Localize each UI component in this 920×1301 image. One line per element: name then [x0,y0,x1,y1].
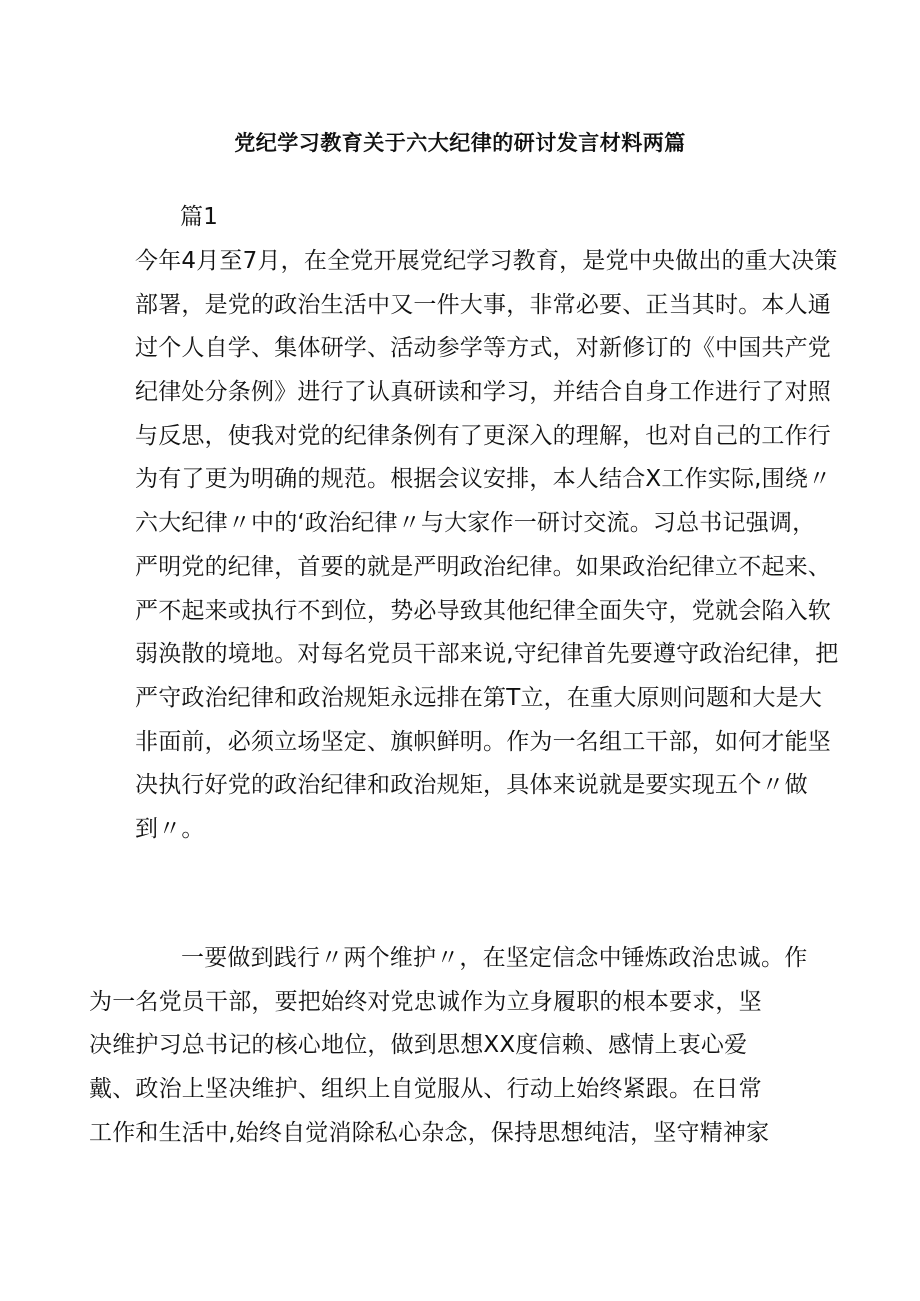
paragraph-line: 严明党的纪律，首要的就是严明政治纪律。如果政治纪律立不起来、 [135,553,831,580]
paragraph-line: 为有了更为明确的规范。根据会议安排，本人结合X工作实际,围绕〃 [135,466,832,493]
paragraph-line: 弱涣散的境地。对每名党员干部来说,守纪律首先要遵守政治纪律，把 [135,641,839,668]
paragraph-line: 到〃。 [135,815,205,842]
paragraph-line: 与反思，使我对党的纪律条例有了更深入的理解，也对自己的工作行 [135,422,831,449]
paragraph-line: 严守政治纪律和政治规矩永远排在第T立，在重大原则问题和大是大 [135,684,823,711]
paragraph-line: 六大纪律〃中的‘政治纪律〃与大家作一研讨交流。习总书记强调， [135,510,816,537]
paragraph-line: 非面前，必须立场坚定、旗帜鲜明。作为一名组工干部，如何才能坚 [135,728,831,755]
paragraph-2 [89,937,808,1155]
paragraph-line: 过个人自学、集体研学、活动参学等方式，对新修订的《中国共产党 [135,335,831,362]
paragraph-line: 一要做到践行〃两个维护〃，在坚定信念中锤炼政治忠诚。作 [181,945,808,971]
paragraph-line: 部署，是党的政治生活中又一件大事，非常必要、正当其时。本人通 [135,291,831,318]
paragraph-line: 决执行好党的政治纪律和政治规矩，具体来说就是要实现五个〃做 [135,772,808,799]
paragraph-line: 为一名党员干部，要把始终对党忠诚作为立身履职的根本要求，坚 [89,988,762,1015]
paragraph-1 [135,240,839,852]
paragraph-line: 戴、政治上坚决维护、组织上自觉服从、行动上始终紧跟。在日常 [89,1076,762,1103]
paragraph-line: 工作和生活中,始终自觉消除私心杂念，保持思想纯洁，坚守精神家 [89,1119,770,1146]
paragraph-line: 纪律处分条例》进行了认真研读和学习，并结合自身工作进行了对照 [135,379,831,406]
section-label: 篇1 [180,204,219,230]
document-title: 党纪学习教育关于六大纪律的研讨发言材料两篇 [234,131,686,155]
paragraph-line: 严不起来或执行不到位，势必导致其他纪律全面失守，党就会陷入软 [135,597,831,624]
paragraph-line: 决维护习总书记的核心地位，做到思想XX度信赖、感情上衷心爱 [89,1032,748,1059]
paragraph-line: 今年4月至7月，在全党开展党纪学习教育，是党中央做出的重大决策 [135,248,838,274]
